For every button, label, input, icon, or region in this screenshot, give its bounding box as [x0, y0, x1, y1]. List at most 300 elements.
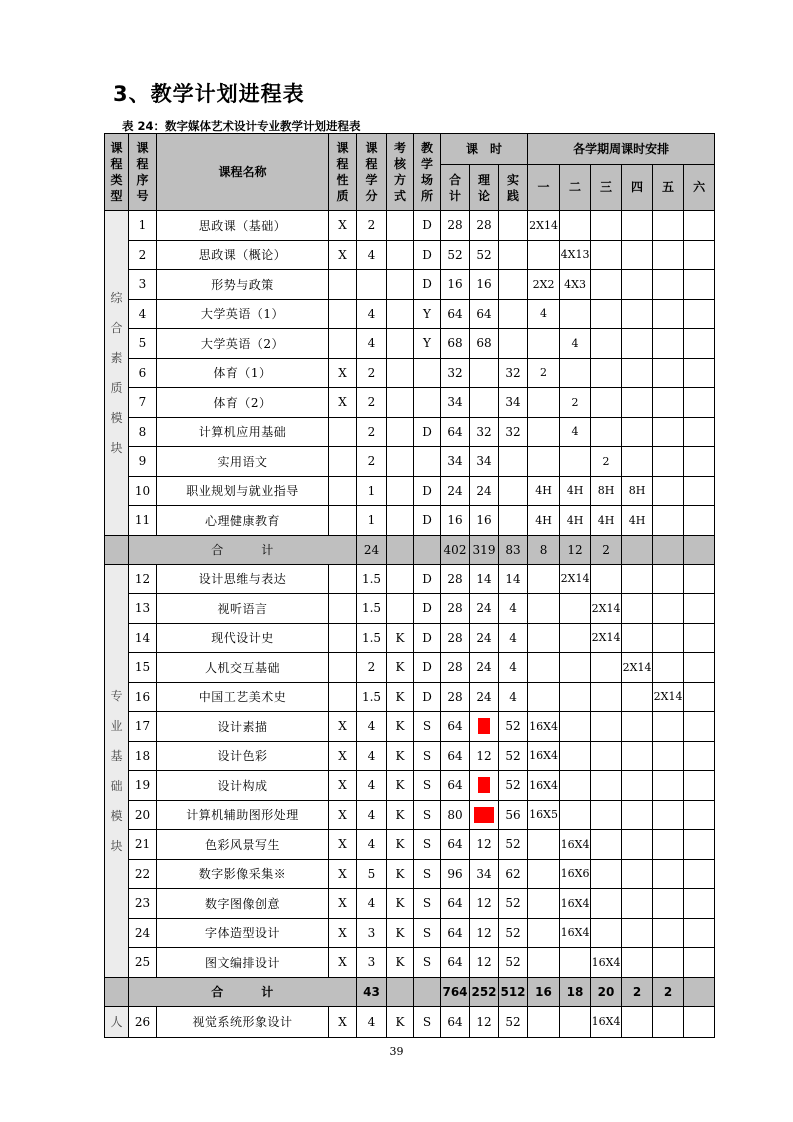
- cell-nature: X: [329, 948, 357, 978]
- cell-s2: [560, 211, 591, 241]
- cell-s2: [560, 594, 591, 624]
- cell-s5: [653, 948, 684, 978]
- cell-s4: [622, 889, 653, 919]
- cell-s6: [684, 476, 715, 506]
- cell-credit: 4: [357, 712, 387, 742]
- cell-s3: [591, 830, 622, 860]
- cell-s1: [528, 564, 560, 594]
- cell-exam: [387, 594, 414, 624]
- cell-place: D: [414, 623, 441, 653]
- subtotal-place: [414, 977, 441, 1006]
- cell-place: D: [414, 653, 441, 683]
- cell-s5: [653, 800, 684, 830]
- cell-seq: 9: [129, 447, 157, 477]
- cell-s6: [684, 682, 715, 712]
- subtotal-s3: 2: [591, 535, 622, 564]
- cell-s5: [653, 358, 684, 388]
- cell-seq: 15: [129, 653, 157, 683]
- cell-s1: [528, 1006, 560, 1037]
- cell-exam: [387, 447, 414, 477]
- table-row: [105, 741, 715, 771]
- page-number: 39: [389, 1045, 404, 1058]
- header-schedule: 各学期周课时安排: [528, 134, 715, 165]
- cell-practice: 4: [499, 594, 528, 624]
- cell-total: 64: [441, 918, 470, 948]
- cell-s3: [591, 712, 622, 742]
- cell-theory: 28: [470, 211, 499, 241]
- cell-place: D: [414, 270, 441, 300]
- cell-practice: [499, 329, 528, 359]
- cell-s1: 2: [528, 358, 560, 388]
- table-row: [105, 211, 715, 241]
- cell-practice: 52: [499, 741, 528, 771]
- cell-total: 34: [441, 388, 470, 418]
- subtotal-total: 402: [441, 535, 470, 564]
- cell-s1: [528, 417, 560, 447]
- table-row: [105, 358, 715, 388]
- cell-s2: 16X6: [560, 859, 591, 889]
- cell-place: S: [414, 948, 441, 978]
- cell-credit: 2: [357, 417, 387, 447]
- redaction-mark: [478, 777, 490, 793]
- cell-s4: [622, 800, 653, 830]
- cell-s4: [622, 240, 653, 270]
- cell-nature: X: [329, 771, 357, 801]
- cell-s5: [653, 299, 684, 329]
- cell-nature: X: [329, 388, 357, 418]
- cell-place: Y: [414, 299, 441, 329]
- table-row: [105, 682, 715, 712]
- cell-s6: [684, 1006, 715, 1037]
- cell-exam: K: [387, 830, 414, 860]
- table-row: [105, 653, 715, 683]
- cell-total: 28: [441, 211, 470, 241]
- cell-credit: 3: [357, 948, 387, 978]
- table-row: [105, 948, 715, 978]
- subtotal-s6: [684, 535, 715, 564]
- cell-theory: 32: [470, 417, 499, 447]
- cell-course-name: 计算机应用基础: [157, 417, 329, 447]
- cell-exam: K: [387, 712, 414, 742]
- cell-credit: 4: [357, 741, 387, 771]
- cell-practice: 52: [499, 889, 528, 919]
- course-type-cell: [105, 1006, 129, 1037]
- cell-nature: X: [329, 859, 357, 889]
- course-type-cell: [105, 211, 129, 536]
- cell-s6: [684, 800, 715, 830]
- cell-seq: 20: [129, 800, 157, 830]
- cell-theory: 14: [470, 564, 499, 594]
- table-row: [105, 623, 715, 653]
- cell-exam: K: [387, 918, 414, 948]
- cell-s4: [622, 741, 653, 771]
- cell-total: 64: [441, 771, 470, 801]
- cell-seq: 25: [129, 948, 157, 978]
- cell-total: 64: [441, 948, 470, 978]
- cell-s1: 16X4: [528, 771, 560, 801]
- cell-credit: 2: [357, 211, 387, 241]
- cell-total: 32: [441, 358, 470, 388]
- cell-course-name: 心理健康教育: [157, 506, 329, 536]
- cell-seq: 14: [129, 623, 157, 653]
- cell-s5: [653, 859, 684, 889]
- cell-exam: K: [387, 623, 414, 653]
- cell-practice: 34: [499, 388, 528, 418]
- cell-practice: [499, 476, 528, 506]
- cell-s4: [622, 918, 653, 948]
- cell-s3: [591, 889, 622, 919]
- cell-s6: [684, 918, 715, 948]
- cell-s1: 4H: [528, 506, 560, 536]
- subtotal-credit: 43: [357, 977, 387, 1006]
- cell-exam: [387, 240, 414, 270]
- cell-course-name: 现代设计史: [157, 623, 329, 653]
- cell-nature: [329, 653, 357, 683]
- cell-seq: 23: [129, 889, 157, 919]
- cell-place: [414, 358, 441, 388]
- table-row: [105, 771, 715, 801]
- cell-s1: [528, 388, 560, 418]
- cell-s4: [622, 564, 653, 594]
- cell-nature: X: [329, 741, 357, 771]
- cell-s4: [622, 1006, 653, 1037]
- cell-total: 16: [441, 506, 470, 536]
- table-row: [105, 712, 715, 742]
- cell-theory: 24: [470, 682, 499, 712]
- subtotal-spacer: [105, 535, 129, 564]
- cell-total: 52: [441, 240, 470, 270]
- cell-s4: [622, 388, 653, 418]
- cell-exam: K: [387, 653, 414, 683]
- cell-s2: [560, 948, 591, 978]
- table-row: [105, 476, 715, 506]
- cell-s3: [591, 859, 622, 889]
- cell-s5: [653, 1006, 684, 1037]
- cell-s3: [591, 800, 622, 830]
- cell-s1: 4H: [528, 476, 560, 506]
- cell-s6: [684, 447, 715, 477]
- cell-s2: 2: [560, 388, 591, 418]
- cell-course-name: 形势与政策: [157, 270, 329, 300]
- cell-total: 34: [441, 447, 470, 477]
- cell-s5: [653, 653, 684, 683]
- cell-nature: [329, 270, 357, 300]
- cell-course-name: 图文编排设计: [157, 948, 329, 978]
- cell-seq: 3: [129, 270, 157, 300]
- cell-course-name: 计算机辅助图形处理: [157, 800, 329, 830]
- subtotal-s4: [622, 535, 653, 564]
- cell-s1: 16X5: [528, 800, 560, 830]
- cell-seq: 12: [129, 564, 157, 594]
- cell-s4: 2X14: [622, 653, 653, 683]
- header-semester: 三: [591, 165, 622, 211]
- cell-credit: 1.5: [357, 564, 387, 594]
- cell-credit: 4: [357, 299, 387, 329]
- header-seq: 课程序号: [129, 134, 157, 211]
- cell-s6: [684, 830, 715, 860]
- cell-s4: [622, 594, 653, 624]
- cell-s2: 16X4: [560, 889, 591, 919]
- cell-course-name: 大学英语（1）: [157, 299, 329, 329]
- cell-practice: [499, 506, 528, 536]
- cell-s4: [622, 771, 653, 801]
- cell-nature: [329, 564, 357, 594]
- cell-place: S: [414, 830, 441, 860]
- cell-exam: [387, 388, 414, 418]
- cell-theory: 12: [470, 918, 499, 948]
- cell-course-name: 设计思维与表达: [157, 564, 329, 594]
- cell-s5: 2X14: [653, 682, 684, 712]
- cell-practice: 52: [499, 948, 528, 978]
- cell-nature: X: [329, 1006, 357, 1037]
- cell-s2: 4H: [560, 506, 591, 536]
- cell-seq: 24: [129, 918, 157, 948]
- cell-s3: 2: [591, 447, 622, 477]
- cell-s2: 4X3: [560, 270, 591, 300]
- cell-course-name: 设计构成: [157, 771, 329, 801]
- cell-course-name: 字体造型设计: [157, 918, 329, 948]
- cell-practice: 52: [499, 830, 528, 860]
- cell-s2: 4H: [560, 476, 591, 506]
- cell-seq: 5: [129, 329, 157, 359]
- cell-course-name: 思政课（概论）: [157, 240, 329, 270]
- cell-theory: 34: [470, 447, 499, 477]
- cell-nature: X: [329, 712, 357, 742]
- table-row: [105, 594, 715, 624]
- teaching-plan-table: [104, 133, 715, 1038]
- cell-theory: 12: [470, 948, 499, 978]
- cell-total: 80: [441, 800, 470, 830]
- cell-place: S: [414, 918, 441, 948]
- table-row: [105, 270, 715, 300]
- cell-s3: [591, 771, 622, 801]
- table-row: [105, 447, 715, 477]
- cell-exam: [387, 358, 414, 388]
- course-type-cell: [105, 564, 129, 977]
- cell-s5: [653, 270, 684, 300]
- cell-place: D: [414, 594, 441, 624]
- cell-practice: 4: [499, 623, 528, 653]
- table-row: [105, 299, 715, 329]
- cell-exam: K: [387, 741, 414, 771]
- cell-s4: 8H: [622, 476, 653, 506]
- cell-credit: 1: [357, 476, 387, 506]
- cell-seq: 16: [129, 682, 157, 712]
- cell-s1: 2X2: [528, 270, 560, 300]
- cell-total: 28: [441, 682, 470, 712]
- cell-s6: [684, 771, 715, 801]
- cell-s1: [528, 889, 560, 919]
- table-row: [105, 830, 715, 860]
- table-row: [105, 918, 715, 948]
- cell-practice: 4: [499, 653, 528, 683]
- cell-credit: 4: [357, 771, 387, 801]
- cell-s2: [560, 771, 591, 801]
- subtotal-theory: 319: [470, 535, 499, 564]
- cell-s2: [560, 653, 591, 683]
- cell-s4: [622, 299, 653, 329]
- cell-s3: 2X14: [591, 623, 622, 653]
- header-type: 课程类型: [105, 134, 129, 211]
- subtotal-place: [414, 535, 441, 564]
- cell-exam: [387, 417, 414, 447]
- cell-s1: [528, 653, 560, 683]
- cell-s6: [684, 889, 715, 919]
- cell-nature: X: [329, 358, 357, 388]
- cell-credit: 1.5: [357, 594, 387, 624]
- cell-nature: X: [329, 918, 357, 948]
- cell-s6: [684, 741, 715, 771]
- table-row: [105, 506, 715, 536]
- cell-s3: 16X4: [591, 948, 622, 978]
- cell-s2: [560, 358, 591, 388]
- subtotal-s5: 2: [653, 977, 684, 1006]
- cell-s2: 4: [560, 329, 591, 359]
- cell-credit: 5: [357, 859, 387, 889]
- cell-s6: [684, 859, 715, 889]
- subtotal-s2: 18: [560, 977, 591, 1006]
- cell-theory: 12: [470, 830, 499, 860]
- cell-nature: [329, 682, 357, 712]
- cell-course-name: 体育（2）: [157, 388, 329, 418]
- cell-theory: 24: [470, 476, 499, 506]
- cell-total: 64: [441, 889, 470, 919]
- cell-s4: [622, 211, 653, 241]
- cell-s6: [684, 506, 715, 536]
- cell-credit: 3: [357, 918, 387, 948]
- cell-place: S: [414, 1006, 441, 1037]
- cell-total: 28: [441, 594, 470, 624]
- cell-total: 16: [441, 270, 470, 300]
- header-hours: 课 时: [441, 134, 528, 165]
- cell-place: D: [414, 240, 441, 270]
- cell-credit: 1.5: [357, 623, 387, 653]
- cell-nature: X: [329, 240, 357, 270]
- cell-place: S: [414, 741, 441, 771]
- cell-s3: [591, 388, 622, 418]
- subtotal-s3: 20: [591, 977, 622, 1006]
- cell-s3: [591, 653, 622, 683]
- header-semester: 一: [528, 165, 560, 211]
- cell-exam: [387, 211, 414, 241]
- cell-nature: [329, 476, 357, 506]
- cell-nature: [329, 594, 357, 624]
- cell-practice: 32: [499, 417, 528, 447]
- cell-practice: [499, 270, 528, 300]
- cell-practice: 52: [499, 1006, 528, 1037]
- subtotal-spacer: [105, 977, 129, 1006]
- cell-s1: [528, 240, 560, 270]
- cell-credit: 4: [357, 889, 387, 919]
- cell-course-name: 设计素描: [157, 712, 329, 742]
- cell-s5: [653, 388, 684, 418]
- cell-s4: [622, 859, 653, 889]
- cell-seq: 22: [129, 859, 157, 889]
- cell-s1: [528, 447, 560, 477]
- cell-exam: [387, 476, 414, 506]
- cell-nature: X: [329, 889, 357, 919]
- header-hours-practice: 实践: [499, 165, 528, 211]
- cell-nature: [329, 299, 357, 329]
- cell-s3: [591, 270, 622, 300]
- cell-practice: 52: [499, 712, 528, 742]
- cell-theory: 64: [470, 299, 499, 329]
- cell-total: 64: [441, 299, 470, 329]
- cell-s5: [653, 476, 684, 506]
- header-credit: 课程学分: [357, 134, 387, 211]
- subtotal-label: 合 计: [129, 535, 357, 564]
- cell-s5: [653, 329, 684, 359]
- cell-s6: [684, 270, 715, 300]
- subtotal-exam: [387, 977, 414, 1006]
- cell-seq: 18: [129, 741, 157, 771]
- table-row: [105, 240, 715, 270]
- cell-practice: [499, 240, 528, 270]
- cell-s6: [684, 299, 715, 329]
- cell-s5: [653, 564, 684, 594]
- cell-credit: 2: [357, 653, 387, 683]
- cell-nature: [329, 506, 357, 536]
- subtotal-row: [105, 977, 715, 1006]
- cell-credit: 4: [357, 240, 387, 270]
- cell-place: S: [414, 712, 441, 742]
- cell-theory: 68: [470, 329, 499, 359]
- cell-s3: [591, 329, 622, 359]
- cell-s2: 2X14: [560, 564, 591, 594]
- cell-s6: [684, 564, 715, 594]
- cell-theory: [470, 712, 499, 742]
- cell-s3: [591, 564, 622, 594]
- cell-s1: [528, 682, 560, 712]
- cell-s6: [684, 388, 715, 418]
- cell-place: D: [414, 682, 441, 712]
- cell-practice: 52: [499, 771, 528, 801]
- cell-place: D: [414, 211, 441, 241]
- cell-place: [414, 447, 441, 477]
- cell-s1: [528, 948, 560, 978]
- cell-s1: 16X4: [528, 712, 560, 742]
- subtotal-s4: 2: [622, 977, 653, 1006]
- header-exam: 考核方式: [387, 134, 414, 211]
- section-heading: 3、教学计划进程表: [113, 82, 305, 106]
- cell-place: S: [414, 771, 441, 801]
- cell-total: 28: [441, 564, 470, 594]
- cell-credit: [357, 270, 387, 300]
- cell-course-name: 体育（1）: [157, 358, 329, 388]
- cell-s2: [560, 1006, 591, 1037]
- cell-s1: [528, 329, 560, 359]
- header-semester: 二: [560, 165, 591, 211]
- cell-nature: X: [329, 830, 357, 860]
- cell-seq: 13: [129, 594, 157, 624]
- cell-exam: K: [387, 889, 414, 919]
- cell-s4: [622, 682, 653, 712]
- cell-s2: [560, 623, 591, 653]
- cell-practice: [499, 211, 528, 241]
- cell-s6: [684, 712, 715, 742]
- cell-exam: K: [387, 948, 414, 978]
- cell-s3: 16X4: [591, 1006, 622, 1037]
- table-caption: 表 24：数字媒体艺术设计专业教学计划进程表: [122, 119, 361, 133]
- course-type-label: 人: [110, 1014, 123, 1029]
- cell-s5: [653, 741, 684, 771]
- cell-s4: [622, 329, 653, 359]
- cell-s5: [653, 211, 684, 241]
- cell-total: 28: [441, 623, 470, 653]
- cell-total: 64: [441, 741, 470, 771]
- cell-theory: 24: [470, 653, 499, 683]
- cell-total: 24: [441, 476, 470, 506]
